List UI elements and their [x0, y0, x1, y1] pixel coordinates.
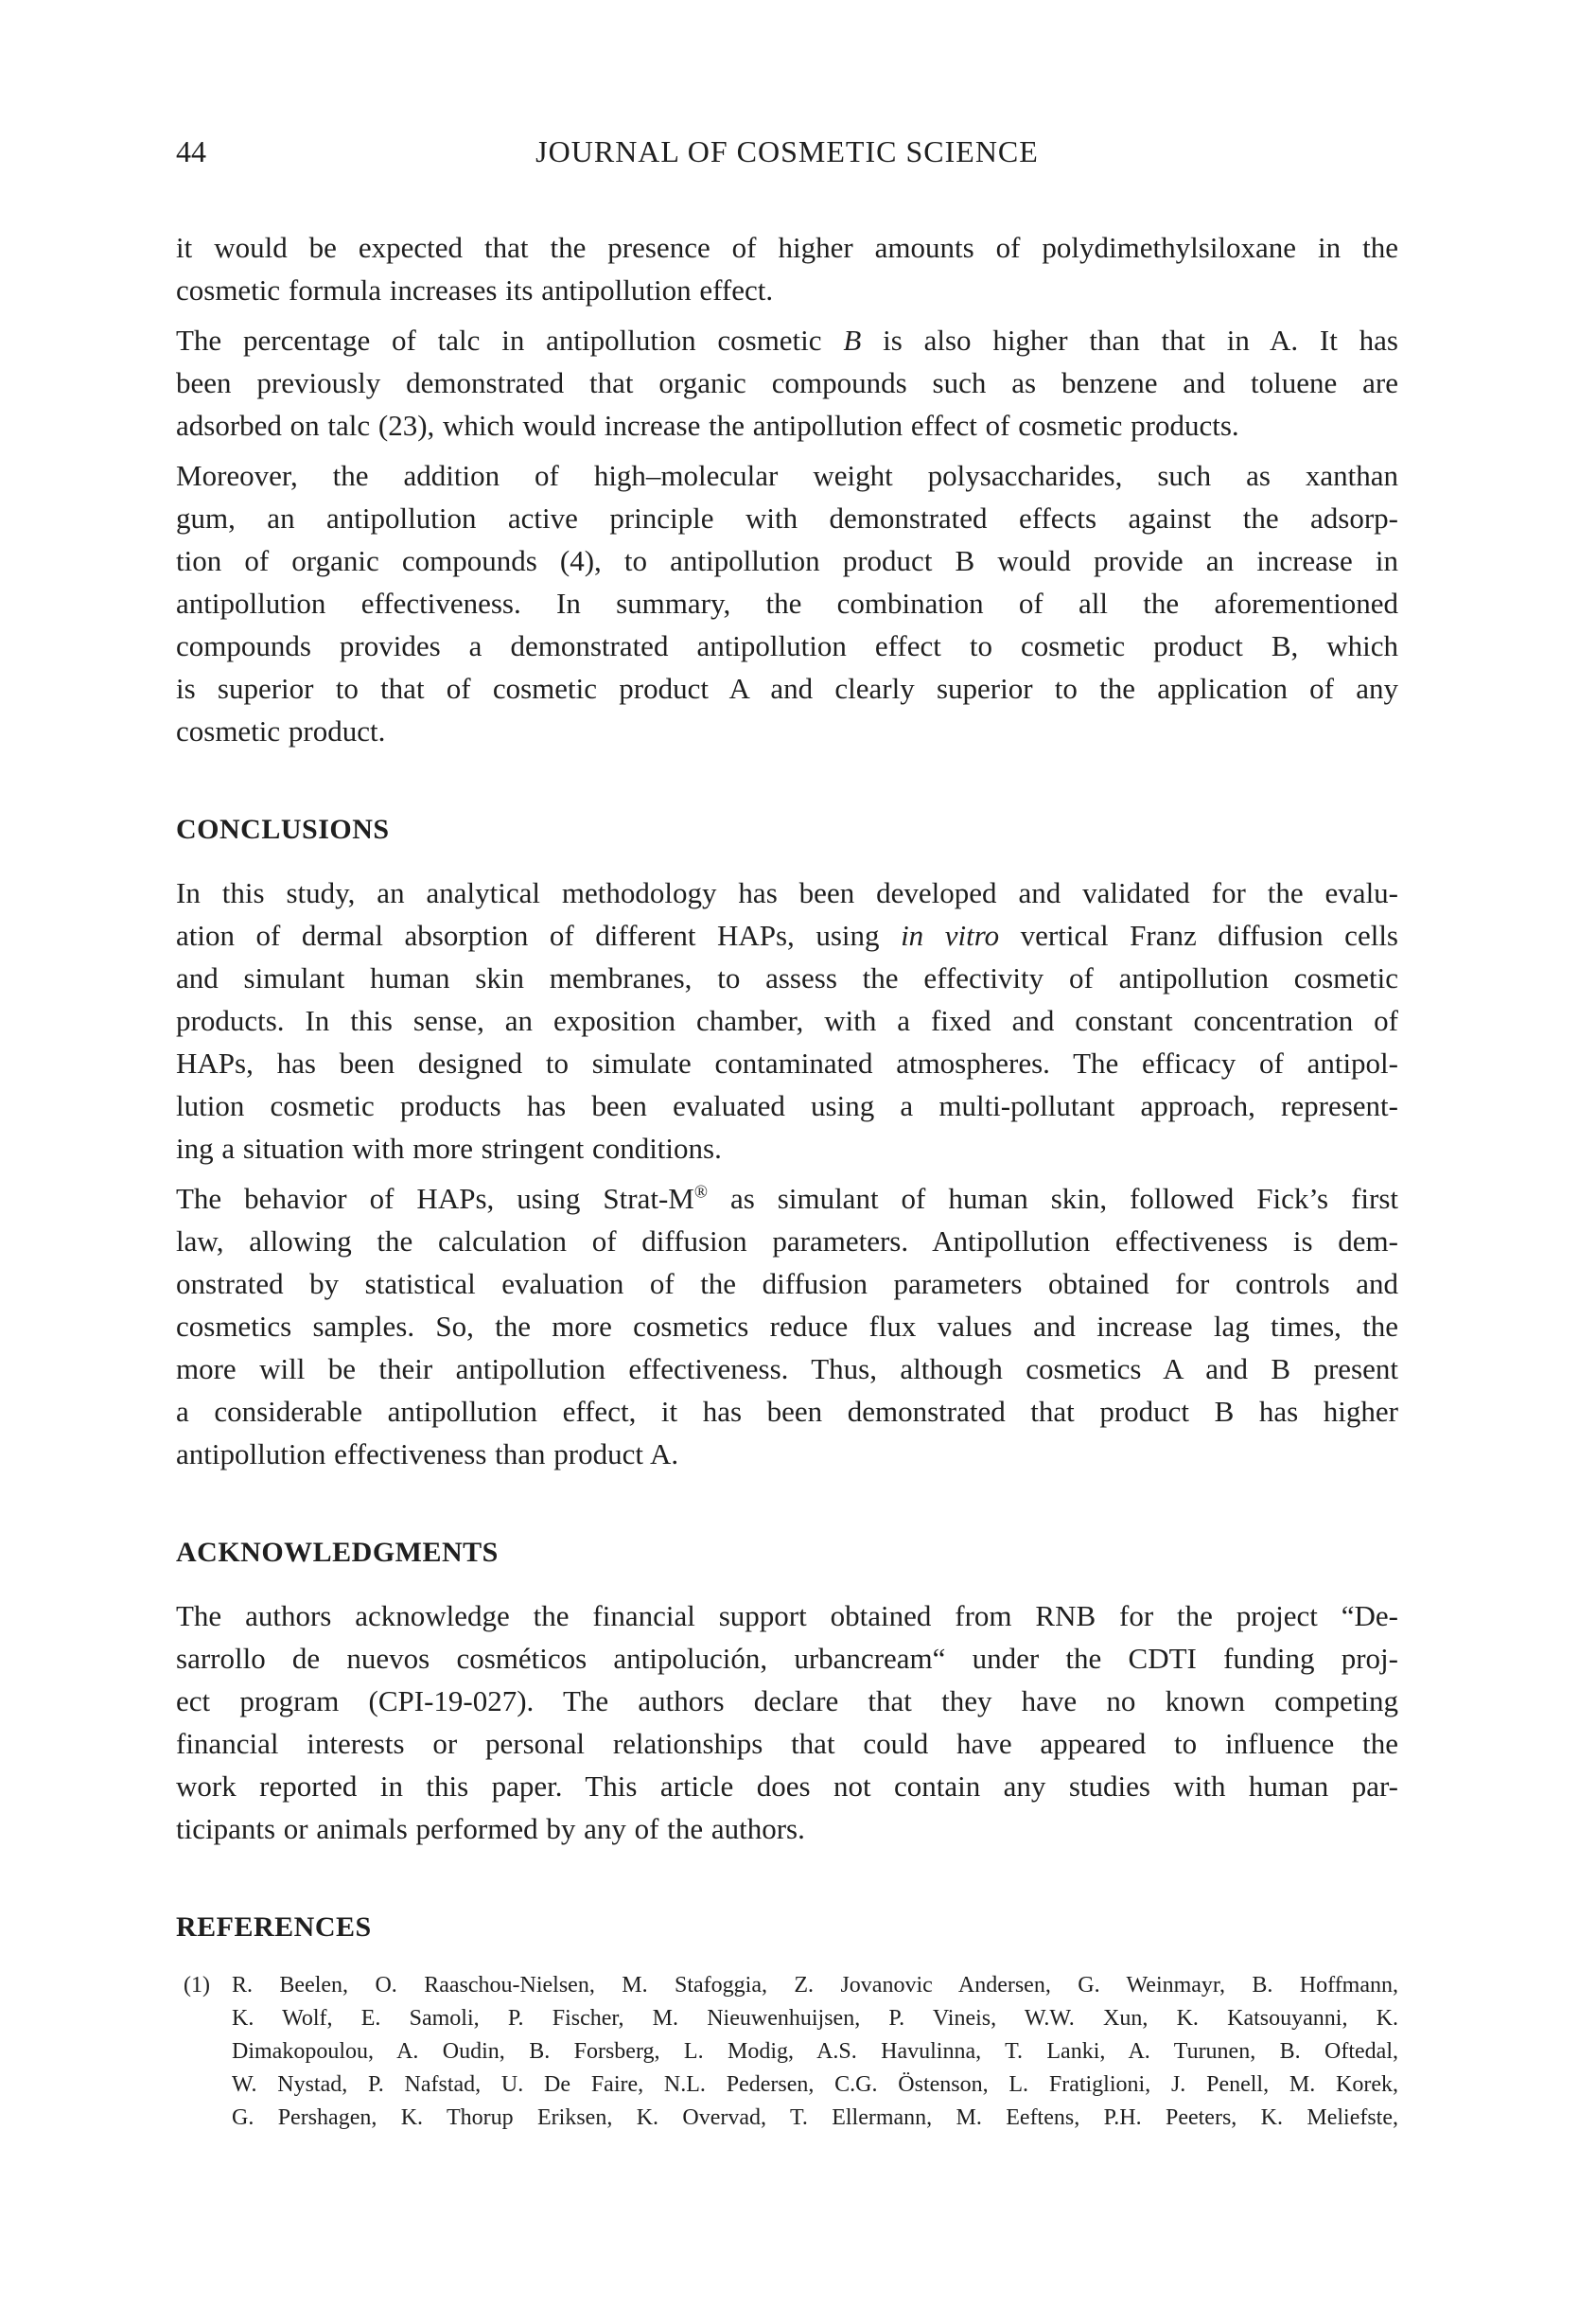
text-line: law, allowing the calculation of diffusion parameters. Antipollution effectiveness is dem-: [176, 1224, 1398, 1258]
text-line: The authors acknowledge the financial support obtained from RNB for the project “De-: [176, 1599, 1398, 1632]
text-line: Moreover, the addition of high–molecular weight polysaccharides, such as xanthan: [176, 459, 1398, 492]
text-line: ect program (CPI-19-027). The authors declare that they have no known competing: [176, 1684, 1398, 1717]
intro-continued: [176, 226, 1398, 311]
page-number: 44: [176, 134, 206, 168]
talc: [176, 319, 1398, 447]
text-line: cosmetic formula increases its antipollution effect.: [176, 273, 774, 307]
running-head-journal-title: JOURNAL OF COSMETIC SCIENCE: [535, 134, 1039, 168]
page-header: [176, 131, 1398, 173]
text-line: financial interests or personal relationships that could have appeared to influence the: [176, 1727, 1398, 1760]
text-line: Dimakopoulou, A. Oudin, B. Forsberg, L. Modig, A.S. Havulinna, T. Lanki, A. Turunen, B. Oftedal,: [232, 2039, 1398, 2064]
section-heading-acknowledgments: ACKNOWLEDGMENTS: [176, 1537, 499, 1568]
text-line: R. Beelen, O. Raaschou-Nielsen, M. Stafoggia, Z. Jovanovic Andersen, G. Weinmayr, B. Hoffmann,: [232, 1973, 1398, 1998]
text-line: ing a situation with more stringent conditions.: [176, 1132, 722, 1165]
moreover: [176, 454, 1398, 752]
text-line: work reported in this paper. This article does not contain any studies with human par-: [176, 1769, 1398, 1803]
text-line: cosmetic product.: [176, 714, 386, 748]
text-line: G. Pershagen, K. Thorup Eriksen, K. Overvad, T. Ellermann, M. Eeftens, P.H. Peeters, K. Meliefste,: [232, 2105, 1398, 2130]
text-line: lution cosmetic products has been evaluated using a multi-pollutant approach, represent-: [176, 1089, 1398, 1122]
reference-1: [176, 1969, 1398, 2135]
text-line: sarrollo de nuevos cosméticos antipolución, urbancream“ under the CDTI funding proj-: [176, 1642, 1398, 1675]
text-line: cosmetics samples. So, the more cosmetics reduce flux values and increase lag times, the: [176, 1310, 1398, 1343]
conclusions-2: [176, 1177, 1398, 1475]
text-line: a considerable antipollution effect, it has been demonstrated that product B has higher: [176, 1395, 1398, 1428]
text-line: it would be expected that the presence of higher amounts of polydimethylsiloxane in the: [176, 231, 1398, 264]
text-line: compounds provides a demonstrated antipollution effect to cosmetic product B, which: [176, 629, 1398, 662]
conclusions-1: [176, 871, 1398, 1170]
text-line: K. Wolf, E. Samoli, P. Fischer, M. Nieuwenhuijsen, P. Vineis, W.W. Xun, K. Katsouyanni, K.: [232, 2006, 1398, 2031]
text-line: onstrated by statistical evaluation of the diffusion parameters obtained for controls and: [176, 1267, 1398, 1300]
page-body: [176, 226, 1398, 2135]
acknowledgments-1: [176, 1594, 1398, 1850]
text-line: W. Nystad, P. Nafstad, U. De Faire, N.L. Pedersen, C.G. Östenson, L. Fratiglioni, J. Penell, M. Korek,: [232, 2072, 1398, 2097]
text-line: In this study, an analytical methodology has been developed and validated for the evalu-: [176, 876, 1398, 909]
text-line: more will be their antipollution effectiveness. Thus, although cosmetics A and B present: [176, 1352, 1398, 1385]
text-line: antipollution effectiveness than product A.: [176, 1437, 679, 1470]
text-line: products. In this sense, an exposition chamber, with a fixed and constant concentration of: [176, 1004, 1398, 1037]
text-line: tion of organic compounds (4), to antipollution product B would provide an increase in: [176, 544, 1398, 577]
text-line: HAPs, has been designed to simulate contaminated atmospheres. The efficacy of antipol-: [176, 1047, 1398, 1080]
text-line: ticipants or animals performed by any of the authors.: [176, 1812, 805, 1845]
text-line: gum, an antipollution active principle with demonstrated effects against the adsorp-: [176, 502, 1398, 535]
reference-label: (1): [184, 1973, 210, 1998]
text-line: adsorbed on talc (23), which would increase the antipollution effect of cosmetic products.: [176, 409, 1239, 442]
text-line: ation of dermal absorption of different HAPs, using in vitro vertical Franz diffusion cells: [176, 919, 1398, 952]
text-line: The percentage of talc in antipollution cosmetic B is also higher than that in A. It has: [176, 324, 1398, 357]
text-line: is superior to that of cosmetic product A and clearly superior to the application of any: [176, 672, 1398, 705]
text-line: and simulant human skin membranes, to assess the effectivity of antipollution cosmetic: [176, 961, 1398, 995]
text-line: The behavior of HAPs, using Strat-M® as simulant of human skin, followed Fick’s first: [176, 1182, 1398, 1215]
text-line: been previously demonstrated that organic compounds such as benzene and toluene are: [176, 366, 1398, 399]
text-line: antipollution effectiveness. In summary, the combination of all the aforementioned: [176, 587, 1398, 620]
section-heading-references: REFERENCES: [176, 1911, 372, 1943]
section-heading-conclusions: CONCLUSIONS: [176, 814, 390, 845]
